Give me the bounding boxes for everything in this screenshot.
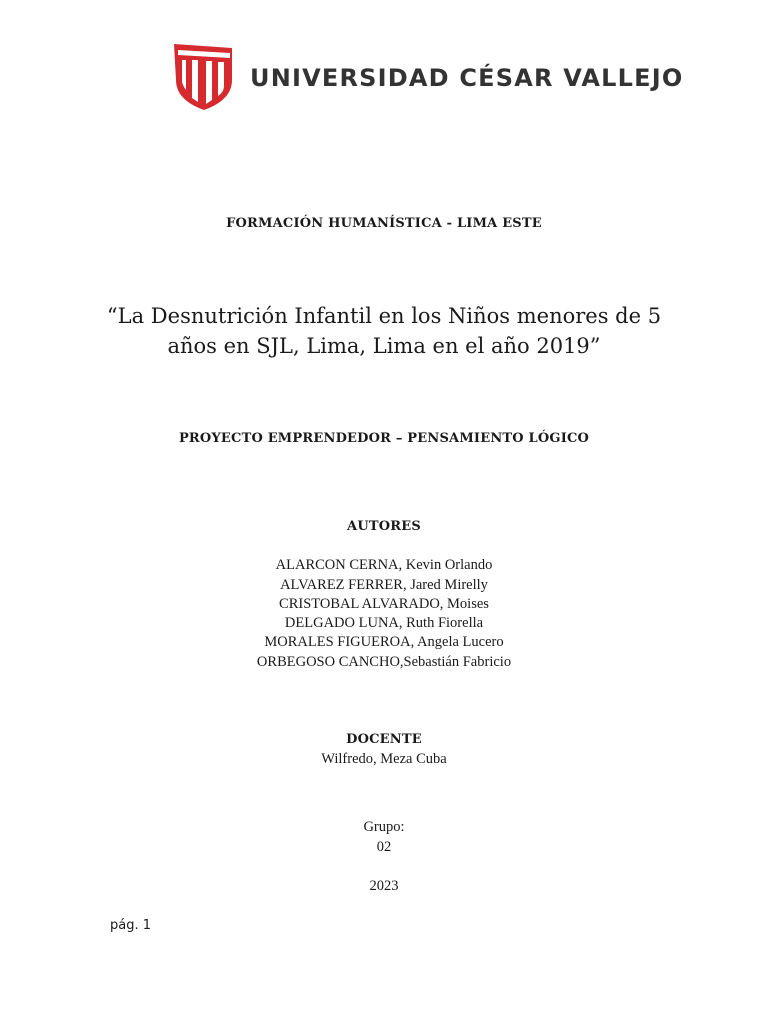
page-number: pág. 1 [110,918,152,933]
author-name: ALARCON CERNA, Kevin Orlando [275,557,493,573]
author-name: DELGADO LUNA, Ruth Fiorella [284,615,484,631]
document-title [84,301,684,361]
year: 2023 [369,878,399,894]
university-logo [174,44,683,112]
university-name: UNIVERSIDAD CÉSAR VALLEJO [250,64,684,92]
group-label: Grupo: [363,819,405,835]
teacher-heading: DOCENTE [346,732,422,747]
author-name: MORALES FIGUEROA, Angela Lucero [264,634,504,650]
title-line: años en SJL, Lima, Lima en el año 2019” [167,334,601,358]
shield-icon [174,44,234,112]
title-line: “La Desnutrición Infantil en los Niños menores de 5 [106,304,662,328]
author-name: ALVAREZ FERRER, Jared Mirelly [280,577,488,593]
author-name: ORBEGOSO CANCHO,Sebastián Fabricio [256,654,512,670]
author-name: CRISTOBAL ALVARADO, Moises [279,596,489,612]
project-heading: PROYECTO EMPRENDEDOR – PENSAMIENTO LÓGICO [178,431,590,446]
faculty-heading: FORMACIÓN HUMANÍSTICA - LIMA ESTE [226,216,542,231]
group-number: 02 [376,839,392,855]
teacher-name: Wilfredo, Meza Cuba [321,751,447,767]
authors-heading: AUTORES [347,519,421,534]
